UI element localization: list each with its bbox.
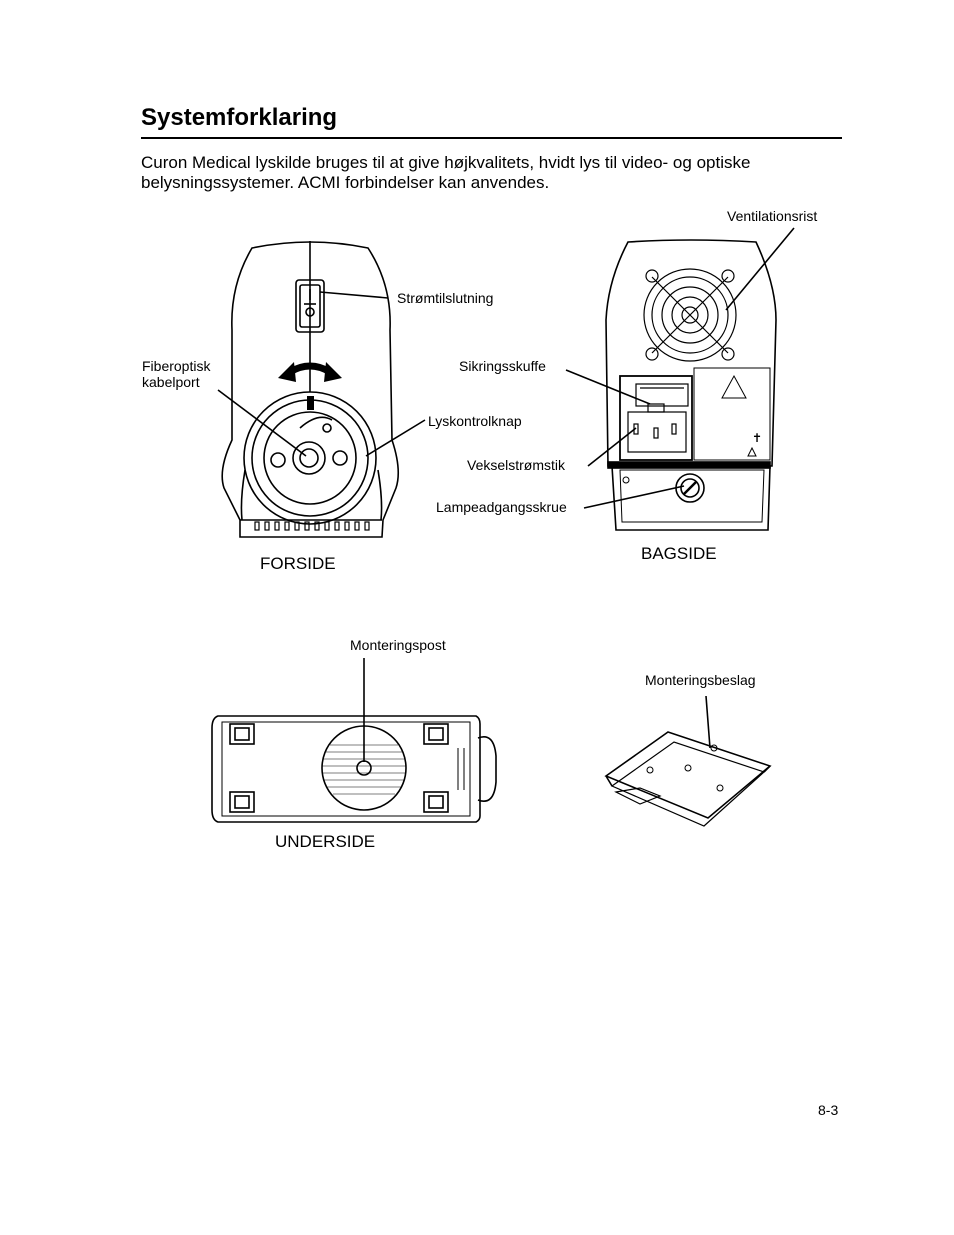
intro-paragraph: Curon Medical lyskilde bruges til at give højkvalitets, hvidt lys til video- og optiske belysningssystemer. ACMI forbindelser kan anvendes.	[141, 153, 751, 192]
label-mount-post: Monteringspost	[350, 637, 446, 653]
label-fiber-port-line1: Fiberoptisk	[142, 358, 211, 374]
view-title-front: FORSIDE	[260, 554, 336, 573]
label-lamp-screw: Lampeadgangsskrue	[436, 499, 567, 515]
fuse-drawer-drawing	[620, 376, 692, 460]
label-vent: Ventilationsrist	[727, 208, 818, 224]
light-knob-drawing	[244, 392, 376, 524]
vent-grille-icon	[644, 269, 736, 361]
page-number: 8-3	[818, 1102, 839, 1118]
label-power-switch: Strømtilslutning	[397, 290, 494, 306]
label-fuse-drawer: Sikringsskuffe	[459, 358, 546, 374]
view-title-bottom: UNDERSIDE	[275, 832, 376, 851]
view-title-back: BAGSIDE	[641, 544, 717, 563]
svg-text:✝: ✝	[752, 431, 763, 445]
mounting-bracket-drawing	[606, 732, 770, 826]
label-fiber-port	[142, 358, 210, 390]
leader-power	[320, 292, 388, 298]
leader-screw	[584, 486, 684, 508]
lamp-screw-icon	[623, 474, 704, 502]
label-fiber-port-line2: kabelport	[142, 374, 200, 390]
label-ac-socket: Vekselstrømstik	[467, 457, 566, 473]
label-mount-bracket: Monteringsbeslag	[645, 672, 756, 688]
label-light-knob: Lyskontrolknap	[428, 413, 522, 429]
leader-bracket	[706, 696, 710, 748]
page-title: Systemforklaring	[141, 104, 338, 131]
bottom-view-drawing	[212, 716, 496, 822]
